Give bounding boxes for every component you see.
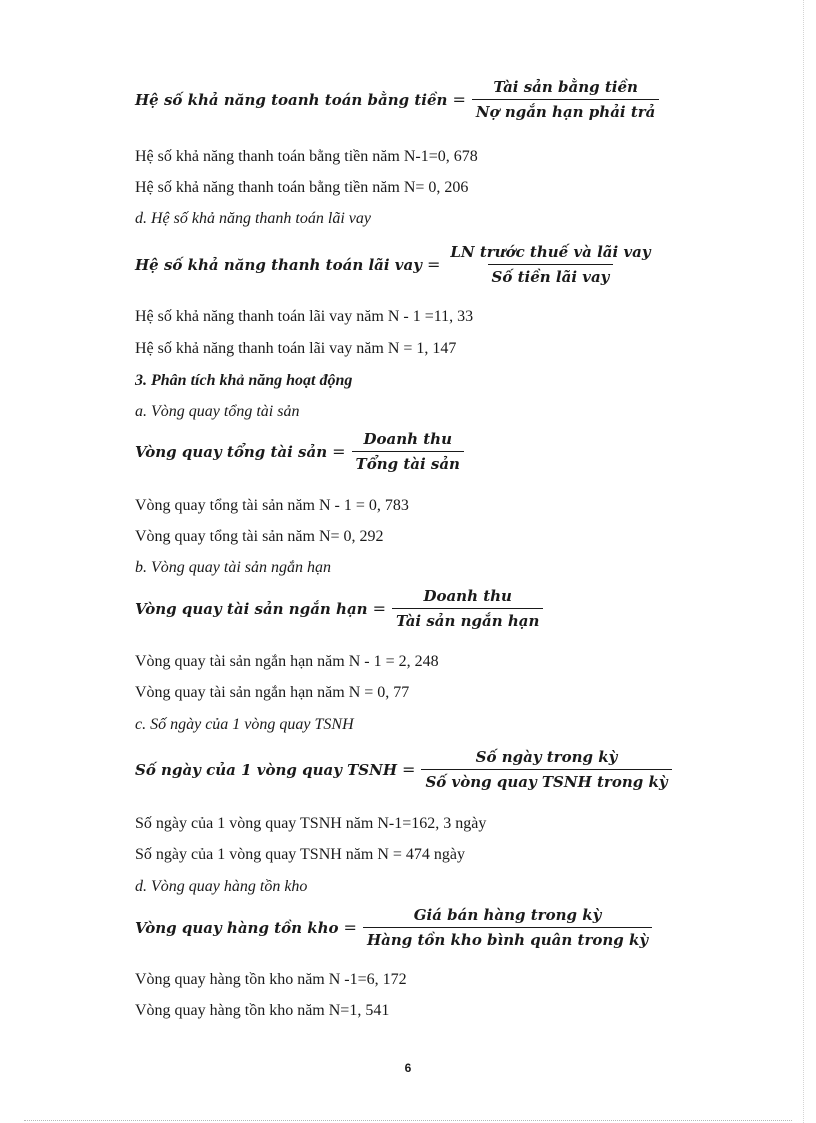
numerator: Doanh thu bbox=[363, 430, 452, 448]
equals-sign: = bbox=[343, 918, 357, 937]
text-line: Số ngày của 1 vòng quay TSNH năm N-1=162, 3 ngày bbox=[135, 815, 487, 832]
subheading: a. Vòng quay tổng tài sản bbox=[135, 403, 300, 420]
fraction bbox=[352, 430, 464, 473]
formula-inventory-turnover bbox=[135, 906, 652, 949]
formula-current-asset-turnover bbox=[135, 587, 543, 630]
denominator: Tổng tài sản bbox=[352, 451, 464, 473]
fraction bbox=[421, 748, 671, 791]
text-line: Vòng quay tổng tài sản năm N - 1 = 0, 783 bbox=[135, 497, 409, 514]
equals-sign: = bbox=[372, 599, 386, 618]
section-heading: 3. Phân tích khả năng hoạt động bbox=[135, 372, 353, 389]
denominator: Số tiền lãi vay bbox=[488, 264, 614, 286]
formula-label: Vòng quay tổng tài sản bbox=[135, 442, 328, 461]
formula-days-per-turnover bbox=[135, 748, 672, 791]
text-line: Hệ số khả năng thanh toán bằng tiền năm N= 0, 206 bbox=[135, 179, 469, 196]
fraction bbox=[472, 78, 660, 121]
equals-sign: = bbox=[452, 90, 466, 109]
formula-label: Số ngày của 1 vòng quay TSNH bbox=[135, 760, 398, 779]
fraction bbox=[392, 587, 543, 630]
denominator: Tài sản ngắn hạn bbox=[392, 608, 543, 630]
numerator: Doanh thu bbox=[423, 587, 512, 605]
denominator: Hàng tồn kho bình quân trong kỳ bbox=[363, 927, 652, 949]
text-line: Vòng quay tài sản ngắn hạn năm N = 0, 77 bbox=[135, 684, 410, 701]
formula-total-asset-turnover bbox=[135, 430, 464, 473]
text-line: Hệ số khả năng thanh toán lãi vay năm N = 1, 147 bbox=[135, 340, 457, 357]
fraction bbox=[446, 243, 654, 286]
numerator: Số ngày trong kỳ bbox=[475, 748, 618, 766]
equals-sign: = bbox=[426, 255, 441, 274]
numerator: LN trước thuế và lãi vay bbox=[450, 243, 651, 261]
subheading: b. Vòng quay tài sản ngắn hạn bbox=[135, 559, 331, 576]
equals-sign: = bbox=[332, 442, 346, 461]
subheading: d. Hệ số khả năng thanh toán lãi vay bbox=[135, 210, 371, 227]
equals-sign: = bbox=[402, 760, 416, 779]
text-line: Số ngày của 1 vòng quay TSNH năm N = 474 ngày bbox=[135, 846, 466, 863]
page-number: 6 bbox=[404, 1061, 412, 1075]
text-line: Hệ số khả năng thanh toán lãi vay năm N - 1 =11, 33 bbox=[135, 308, 474, 325]
text-line: Vòng quay tổng tài sản năm N= 0, 292 bbox=[135, 528, 384, 545]
formula-label: Vòng quay tài sản ngắn hạn bbox=[135, 599, 368, 618]
text-line: Vòng quay tài sản ngắn hạn năm N - 1 = 2, 248 bbox=[135, 653, 439, 670]
denominator: Nợ ngắn hạn phải trả bbox=[472, 99, 660, 121]
page-right-border bbox=[803, 0, 804, 1123]
text-line: Vòng quay hàng tồn kho năm N -1=6, 172 bbox=[135, 971, 407, 988]
numerator: Giá bán hàng trong kỳ bbox=[413, 906, 602, 924]
formula-label: Hệ số khả năng toanh toán bằng tiền bbox=[135, 90, 448, 109]
formula-interest-coverage bbox=[135, 243, 655, 286]
formula-cash-ratio bbox=[135, 78, 659, 121]
fraction bbox=[363, 906, 652, 949]
page-bottom-border bbox=[24, 1120, 792, 1121]
text-line: Hệ số khả năng thanh toán bằng tiền năm N-1=0, 678 bbox=[135, 148, 478, 165]
formula-label: Vòng quay hàng tồn kho bbox=[135, 918, 339, 937]
subheading: d. Vòng quay hàng tồn kho bbox=[135, 878, 308, 895]
text-line: Vòng quay hàng tồn kho năm N=1, 541 bbox=[135, 1002, 390, 1019]
subheading: c. Số ngày của 1 vòng quay TSNH bbox=[135, 716, 354, 733]
formula-label: Hệ số khả năng thanh toán lãi vay bbox=[135, 255, 422, 274]
denominator: Số vòng quay TSNH trong kỳ bbox=[421, 769, 671, 791]
numerator: Tài sản bằng tiền bbox=[493, 78, 638, 96]
